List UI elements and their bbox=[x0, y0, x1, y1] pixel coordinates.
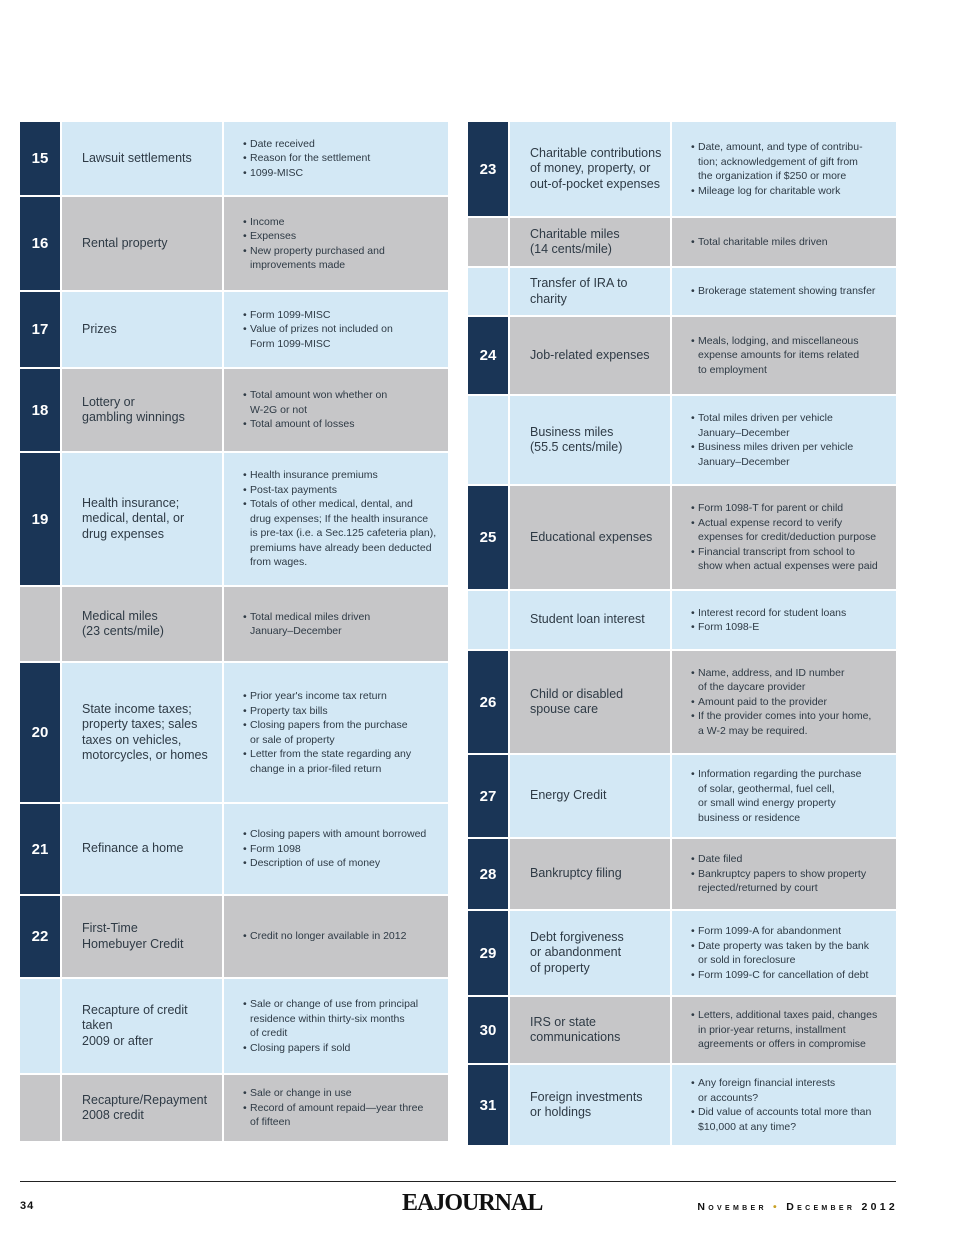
table-row bbox=[468, 911, 896, 997]
item-number bbox=[468, 218, 508, 266]
table-row bbox=[20, 453, 448, 587]
list-item: • Date received bbox=[244, 137, 442, 152]
document-list bbox=[224, 587, 448, 661]
table-row bbox=[20, 663, 448, 804]
table-row bbox=[468, 1065, 896, 1147]
table-row bbox=[468, 396, 896, 486]
list-item: • Bankruptcy papers to show property rejected/returned by court bbox=[692, 867, 890, 896]
document-list bbox=[224, 1075, 448, 1141]
document-list bbox=[672, 591, 896, 649]
list-item: • Closing papers if sold bbox=[244, 1041, 442, 1056]
list-item: • Letter from the state regarding any change in a prior-filed return bbox=[244, 747, 442, 776]
table-row bbox=[20, 197, 448, 292]
list-item: • Mileage log for charitable work bbox=[692, 184, 890, 199]
list-item: • Health insurance premiums bbox=[244, 468, 442, 483]
item-number: 31 bbox=[468, 1065, 508, 1145]
list-item: • Information regarding the purchase of solar, geothermal, fuel cell, or small wind energy property business or residence bbox=[692, 767, 890, 825]
item-number: 26 bbox=[468, 651, 508, 753]
item-topic: Charitable contributions of money, property, or out-of-pocket expenses bbox=[508, 122, 672, 216]
list-item: • Form 1099-C for cancellation of debt bbox=[692, 968, 890, 983]
right-column bbox=[468, 122, 896, 1147]
list-item: • Date, amount, and type of contribu- tion; acknowledgement of gift from the organization if $250 or more bbox=[692, 140, 890, 184]
list-item: • Interest record for student loans bbox=[692, 606, 890, 621]
list-item: • Name, address, and ID number of the daycare provider bbox=[692, 666, 890, 695]
list-item: • Total miles driven per vehicle January–December bbox=[692, 411, 890, 440]
document-list bbox=[672, 317, 896, 394]
item-topic: Refinance a home bbox=[60, 804, 224, 894]
table-row bbox=[20, 292, 448, 369]
issue-date bbox=[697, 1201, 898, 1213]
list-item: • Totals of other medical, dental, and drug expenses; If the health insurance is pre-tax (i.e. a Sec.125 cafeteria plan), premiums have already been deducted from wages. bbox=[244, 497, 442, 570]
list-item: • Total medical miles driven January–December bbox=[244, 610, 442, 639]
item-number: 22 bbox=[20, 896, 60, 977]
table-row bbox=[468, 651, 896, 755]
list-item: • Date property was taken by the bank or sold in foreclosure bbox=[692, 939, 890, 968]
item-number: 29 bbox=[468, 911, 508, 995]
left-column bbox=[20, 122, 448, 1143]
list-item: • Sale or change of use from principal residence within thirty-six months of credit bbox=[244, 997, 442, 1041]
item-topic: Lawsuit settlements bbox=[60, 122, 224, 195]
document-list bbox=[224, 122, 448, 195]
list-item: • Did value of accounts total more than $10,000 at any time? bbox=[692, 1105, 890, 1134]
table-row bbox=[20, 979, 448, 1075]
list-item: • Letters, additional taxes paid, changes in prior-year returns, installment agreements or offers in compromise bbox=[692, 1008, 890, 1052]
item-topic: State income taxes; property taxes; sales taxes on vehicles, motorcycles, or homes bbox=[60, 663, 224, 802]
item-topic: Student loan interest bbox=[508, 591, 672, 649]
item-topic: Lottery or gambling winnings bbox=[60, 369, 224, 451]
item-number: 21 bbox=[20, 804, 60, 894]
list-item: • Any foreign financial interests or accounts? bbox=[692, 1076, 890, 1105]
item-number: 16 bbox=[20, 197, 60, 290]
table-row bbox=[468, 997, 896, 1065]
list-item: • Total amount of losses bbox=[244, 417, 442, 432]
document-list bbox=[672, 997, 896, 1063]
document-list bbox=[224, 369, 448, 451]
document-list bbox=[672, 486, 896, 589]
table-row bbox=[20, 122, 448, 197]
document-list bbox=[672, 218, 896, 266]
item-topic: Charitable miles (14 cents/mile) bbox=[508, 218, 672, 266]
list-item: • Amount paid to the provider bbox=[692, 695, 890, 710]
item-topic: Recapture/Repayment 2008 credit bbox=[60, 1075, 224, 1141]
table-row bbox=[20, 896, 448, 979]
list-item: • Business miles driven per vehicle January–December bbox=[692, 440, 890, 469]
item-number bbox=[20, 979, 60, 1073]
item-topic: Medical miles (23 cents/mile) bbox=[60, 587, 224, 661]
item-topic: Energy Credit bbox=[508, 755, 672, 837]
item-topic: Transfer of IRA to charity bbox=[508, 268, 672, 315]
date-separator: • bbox=[773, 1201, 781, 1213]
table-row bbox=[468, 122, 896, 218]
table-row bbox=[20, 1075, 448, 1143]
table-row bbox=[20, 587, 448, 663]
list-item: • New property purchased and improvements made bbox=[244, 244, 442, 273]
list-item: • Actual expense record to verify expenses for credit/deduction purpose bbox=[692, 516, 890, 545]
issue-month-end: December 2012 bbox=[786, 1201, 898, 1213]
journal-logo: EAJOURNAL bbox=[402, 1190, 543, 1216]
item-topic: Health insurance; medical, dental, or drug expenses bbox=[60, 453, 224, 585]
item-topic: Child or disabled spouse care bbox=[508, 651, 672, 753]
item-number bbox=[468, 591, 508, 649]
list-item: • Expenses bbox=[244, 229, 442, 244]
list-item: • Date filed bbox=[692, 852, 890, 867]
list-item: • 1099-MISC bbox=[244, 166, 442, 181]
document-list bbox=[224, 453, 448, 585]
list-item: • Description of use of money bbox=[244, 856, 442, 871]
item-number: 24 bbox=[468, 317, 508, 394]
document-list bbox=[224, 896, 448, 977]
item-number bbox=[468, 268, 508, 315]
document-list bbox=[224, 979, 448, 1073]
document-list bbox=[672, 839, 896, 909]
item-topic: First-Time Homebuyer Credit bbox=[60, 896, 224, 977]
item-number: 28 bbox=[468, 839, 508, 909]
list-item: • Brokerage statement showing transfer bbox=[692, 284, 890, 299]
item-topic: Educational expenses bbox=[508, 486, 672, 589]
list-item: • Meals, lodging, and miscellaneous expense amounts for items related to employment bbox=[692, 334, 890, 378]
list-item: • Total charitable miles driven bbox=[692, 235, 890, 250]
item-number bbox=[468, 396, 508, 484]
table-row bbox=[468, 268, 896, 317]
list-item: • Property tax bills bbox=[244, 704, 442, 719]
item-topic: Rental property bbox=[60, 197, 224, 290]
item-number: 23 bbox=[468, 122, 508, 216]
table-row bbox=[20, 804, 448, 896]
document-list bbox=[672, 1065, 896, 1145]
table-row bbox=[468, 591, 896, 651]
item-number: 27 bbox=[468, 755, 508, 837]
item-topic: Bankruptcy filing bbox=[508, 839, 672, 909]
list-item: • Closing papers with amount borrowed bbox=[244, 827, 442, 842]
item-topic: Business miles (55.5 cents/mile) bbox=[508, 396, 672, 484]
footer-divider bbox=[20, 1181, 896, 1182]
document-list bbox=[224, 663, 448, 802]
table-row bbox=[468, 486, 896, 591]
list-item: • Financial transcript from school to show when actual expenses were paid bbox=[692, 545, 890, 574]
item-topic: Job-related expenses bbox=[508, 317, 672, 394]
item-number: 20 bbox=[20, 663, 60, 802]
document-list bbox=[224, 804, 448, 894]
issue-month-start: November bbox=[697, 1201, 767, 1213]
item-topic: IRS or state communications bbox=[508, 997, 672, 1063]
item-topic: Prizes bbox=[60, 292, 224, 367]
list-item: • Reason for the settlement bbox=[244, 151, 442, 166]
item-topic: Recapture of credit taken 2009 or after bbox=[60, 979, 224, 1073]
item-number: 25 bbox=[468, 486, 508, 589]
list-item: • Form 1098-T for parent or child bbox=[692, 501, 890, 516]
table-row bbox=[468, 839, 896, 911]
list-item: • Record of amount repaid—year three of fifteen bbox=[244, 1101, 442, 1130]
list-item: • Form 1099-MISC bbox=[244, 308, 442, 323]
list-item: • Closing papers from the purchase or sale of property bbox=[244, 718, 442, 747]
table-row bbox=[468, 317, 896, 396]
document-list bbox=[224, 292, 448, 367]
item-number bbox=[20, 1075, 60, 1141]
document-list bbox=[672, 122, 896, 216]
table-row bbox=[468, 218, 896, 268]
list-item: • Total amount won whether on W-2G or not bbox=[244, 388, 442, 417]
item-topic: Debt forgiveness or abandonment of property bbox=[508, 911, 672, 995]
document-list bbox=[672, 911, 896, 995]
list-item: • Credit no longer available in 2012 bbox=[244, 929, 442, 944]
item-number: 17 bbox=[20, 292, 60, 367]
list-item: • Value of prizes not included on Form 1099-MISC bbox=[244, 322, 442, 351]
item-number: 30 bbox=[468, 997, 508, 1063]
table-row bbox=[20, 369, 448, 453]
list-item: • Form 1099-A for abandonment bbox=[692, 924, 890, 939]
item-number: 19 bbox=[20, 453, 60, 585]
list-item: • Prior year's income tax return bbox=[244, 689, 442, 704]
table-row bbox=[468, 755, 896, 839]
document-list bbox=[672, 268, 896, 315]
page-number: 34 bbox=[20, 1200, 35, 1212]
document-list bbox=[672, 396, 896, 484]
document-list bbox=[224, 197, 448, 290]
list-item: • Post-tax payments bbox=[244, 483, 442, 498]
list-item: • Form 1098 bbox=[244, 842, 442, 857]
document-list bbox=[672, 651, 896, 753]
item-topic: Foreign investments or holdings bbox=[508, 1065, 672, 1145]
list-item: • If the provider comes into your home, a W-2 may be required. bbox=[692, 709, 890, 738]
item-number: 18 bbox=[20, 369, 60, 451]
list-item: • Form 1098-E bbox=[692, 620, 890, 635]
item-number: 15 bbox=[20, 122, 60, 195]
list-item: • Sale or change in use bbox=[244, 1086, 442, 1101]
list-item: • Income bbox=[244, 215, 442, 230]
document-list bbox=[672, 755, 896, 837]
item-number bbox=[20, 587, 60, 661]
